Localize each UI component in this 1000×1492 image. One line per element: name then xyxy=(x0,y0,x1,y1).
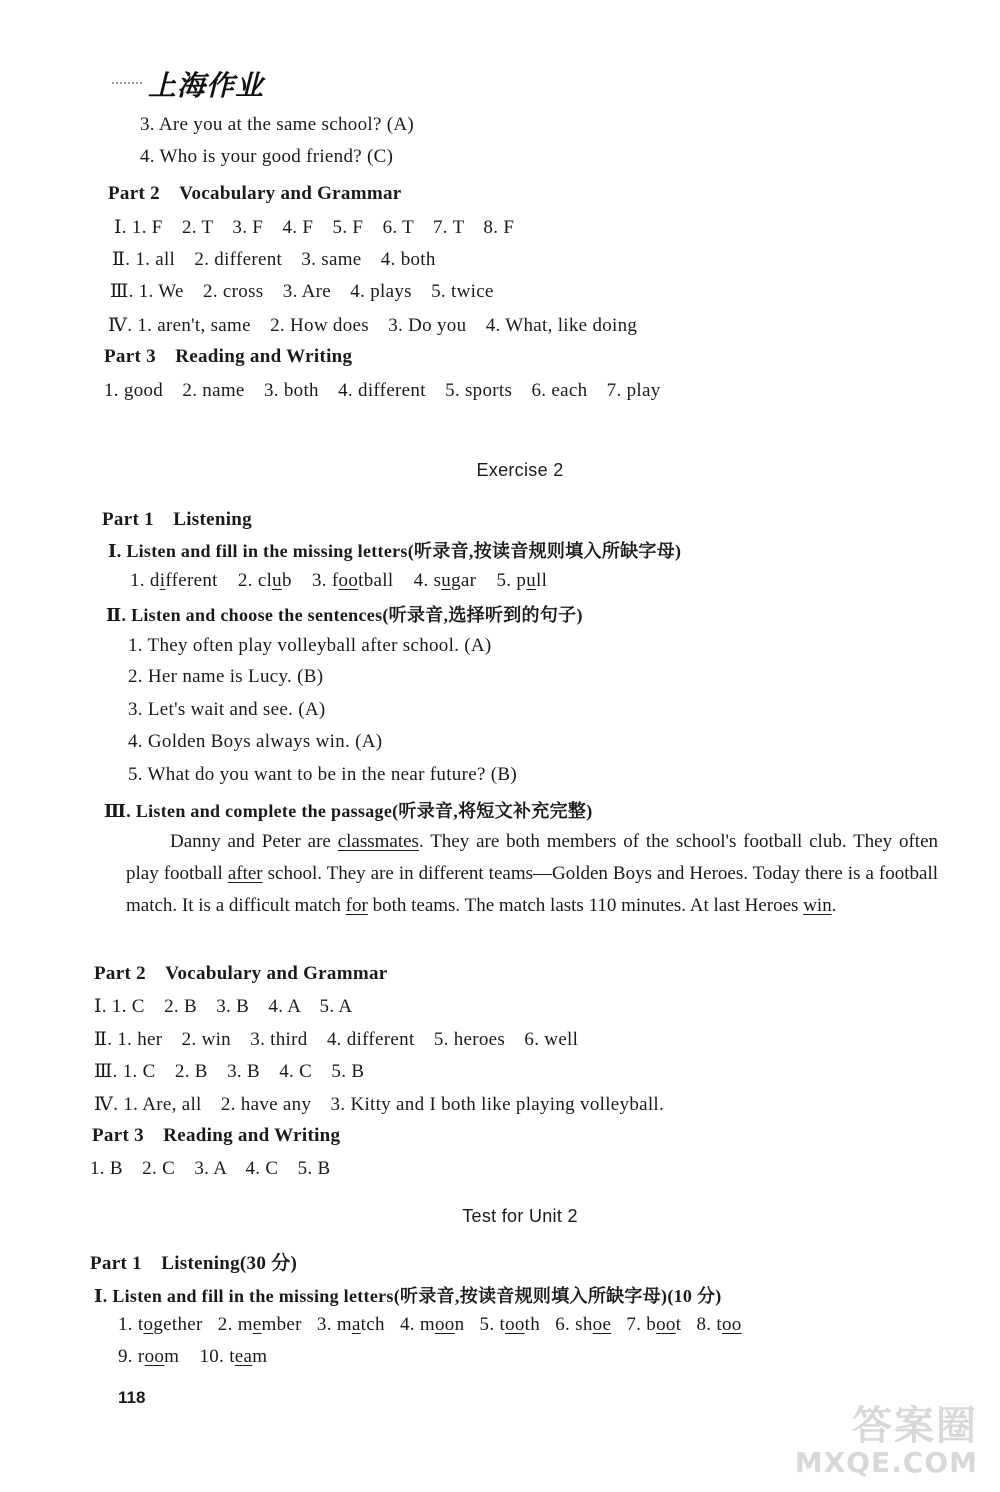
fill-letters-row xyxy=(118,1346,267,1368)
question-heading: Ⅱ. Listen and choose the sentences(听录音,选择听到的句子) xyxy=(106,605,583,625)
fill-item: 4. sugar xyxy=(413,570,477,591)
fill-item: 10. team xyxy=(199,1346,268,1367)
fill-item: 5. pull xyxy=(496,570,548,591)
answer-row: Ⅰ. 1. F 2. T 3. F 4. F 5. F 6. T 7. T 8. F xyxy=(114,217,515,238)
answer-row: 1. good 2. name 3. both 4. different 5. sports 6. each 7. play xyxy=(104,380,661,401)
fill-item: 4. moon xyxy=(399,1314,465,1335)
answer-line: 3. Are you at the same school? (A) xyxy=(140,114,415,135)
question-heading: Ⅲ. Listen and complete the passage(听录音,将短文补充完整) xyxy=(104,801,593,821)
answer-line: 2. Her name is Lucy. (B) xyxy=(128,666,324,687)
answer-line: 1. They often play volleyball after school. (A) xyxy=(128,635,492,656)
fill-item: 7. boot xyxy=(626,1314,682,1335)
answer-line: 4. Who is your good friend? (C) xyxy=(140,146,394,167)
part-heading: Part 1 Listening xyxy=(102,509,252,530)
answer-line: 4. Golden Boys always win. (A) xyxy=(128,731,383,752)
part-heading: Part 1 Listening(30 分) xyxy=(90,1253,298,1274)
fill-item: 3. match xyxy=(316,1314,385,1335)
logo-decoration xyxy=(112,82,142,88)
question-heading: Ⅰ. Listen and fill in the missing letters(听录音,按读音规则填入所缺字母) xyxy=(108,541,682,561)
watermark-url: MXQE.COM xyxy=(794,1446,978,1479)
passage-answer: Danny and Peter are classmates. They are both members of the school's football club. They often play football after school. They are in different teams—Golden Boys and Heroes. Today there is a football match. It is a difficult match for both teams. The match lasts 110 minutes. At last Heroes win. xyxy=(126,831,938,916)
fill-item: 9. room xyxy=(118,1346,180,1367)
fill-item: 1. together xyxy=(118,1314,203,1335)
answer-row: Ⅱ. 1. her 2. win 3. third 4. different 5. heroes 6. well xyxy=(94,1029,579,1050)
answer-line: 5. What do you want to be in the near future? (B) xyxy=(128,764,517,785)
site-watermark xyxy=(794,1394,984,1484)
answer-row: 1. B 2. C 3. A 4. C 5. B xyxy=(90,1158,331,1179)
part-heading: Part 2 Vocabulary and Grammar xyxy=(108,183,402,204)
fill-item: 8. too xyxy=(696,1314,742,1335)
fill-letters-row xyxy=(130,570,547,592)
fill-letters-row xyxy=(118,1314,742,1336)
part-heading: Part 2 Vocabulary and Grammar xyxy=(94,963,388,984)
part-heading: Part 3 Reading and Writing xyxy=(104,346,353,367)
watermark-logo-text: 答案圈 xyxy=(852,1403,978,1449)
page-number: 118 xyxy=(118,1388,146,1407)
section-title: Exercise 2 xyxy=(476,460,564,480)
answer-row: Ⅱ. 1. all 2. different 3. same 4. both xyxy=(112,249,436,270)
answer-row: Ⅳ. 1. aren't, same 2. How does 3. Do you 4. What, like doing xyxy=(108,315,638,336)
section-title: Test for Unit 2 xyxy=(462,1206,578,1226)
fill-item: 1. different xyxy=(130,570,218,591)
book-logo: 上海作业 xyxy=(148,69,265,102)
answer-row: Ⅲ. 1. C 2. B 3. B 4. C 5. B xyxy=(94,1061,365,1082)
fill-item: 5. tooth xyxy=(479,1314,541,1335)
fill-item: 3. football xyxy=(311,570,394,591)
answer-row: Ⅲ. 1. We 2. cross 3. Are 4. plays 5. twice xyxy=(110,281,494,302)
answer-row: Ⅳ. 1. Are, all 2. have any 3. Kitty and I both like playing volleyball. xyxy=(94,1094,665,1115)
part-heading: Part 3 Reading and Writing xyxy=(92,1125,341,1146)
question-heading: Ⅰ. Listen and fill in the missing letters(听录音,按读音规则填入所缺字母)(10 分) xyxy=(94,1286,722,1306)
answer-line: 3. Let's wait and see. (A) xyxy=(128,699,326,720)
fill-item: 6. shoe xyxy=(555,1314,612,1335)
answer-row: Ⅰ. 1. C 2. B 3. B 4. A 5. A xyxy=(94,996,353,1017)
fill-item: 2. club xyxy=(237,570,292,591)
fill-item: 2. member xyxy=(217,1314,302,1335)
